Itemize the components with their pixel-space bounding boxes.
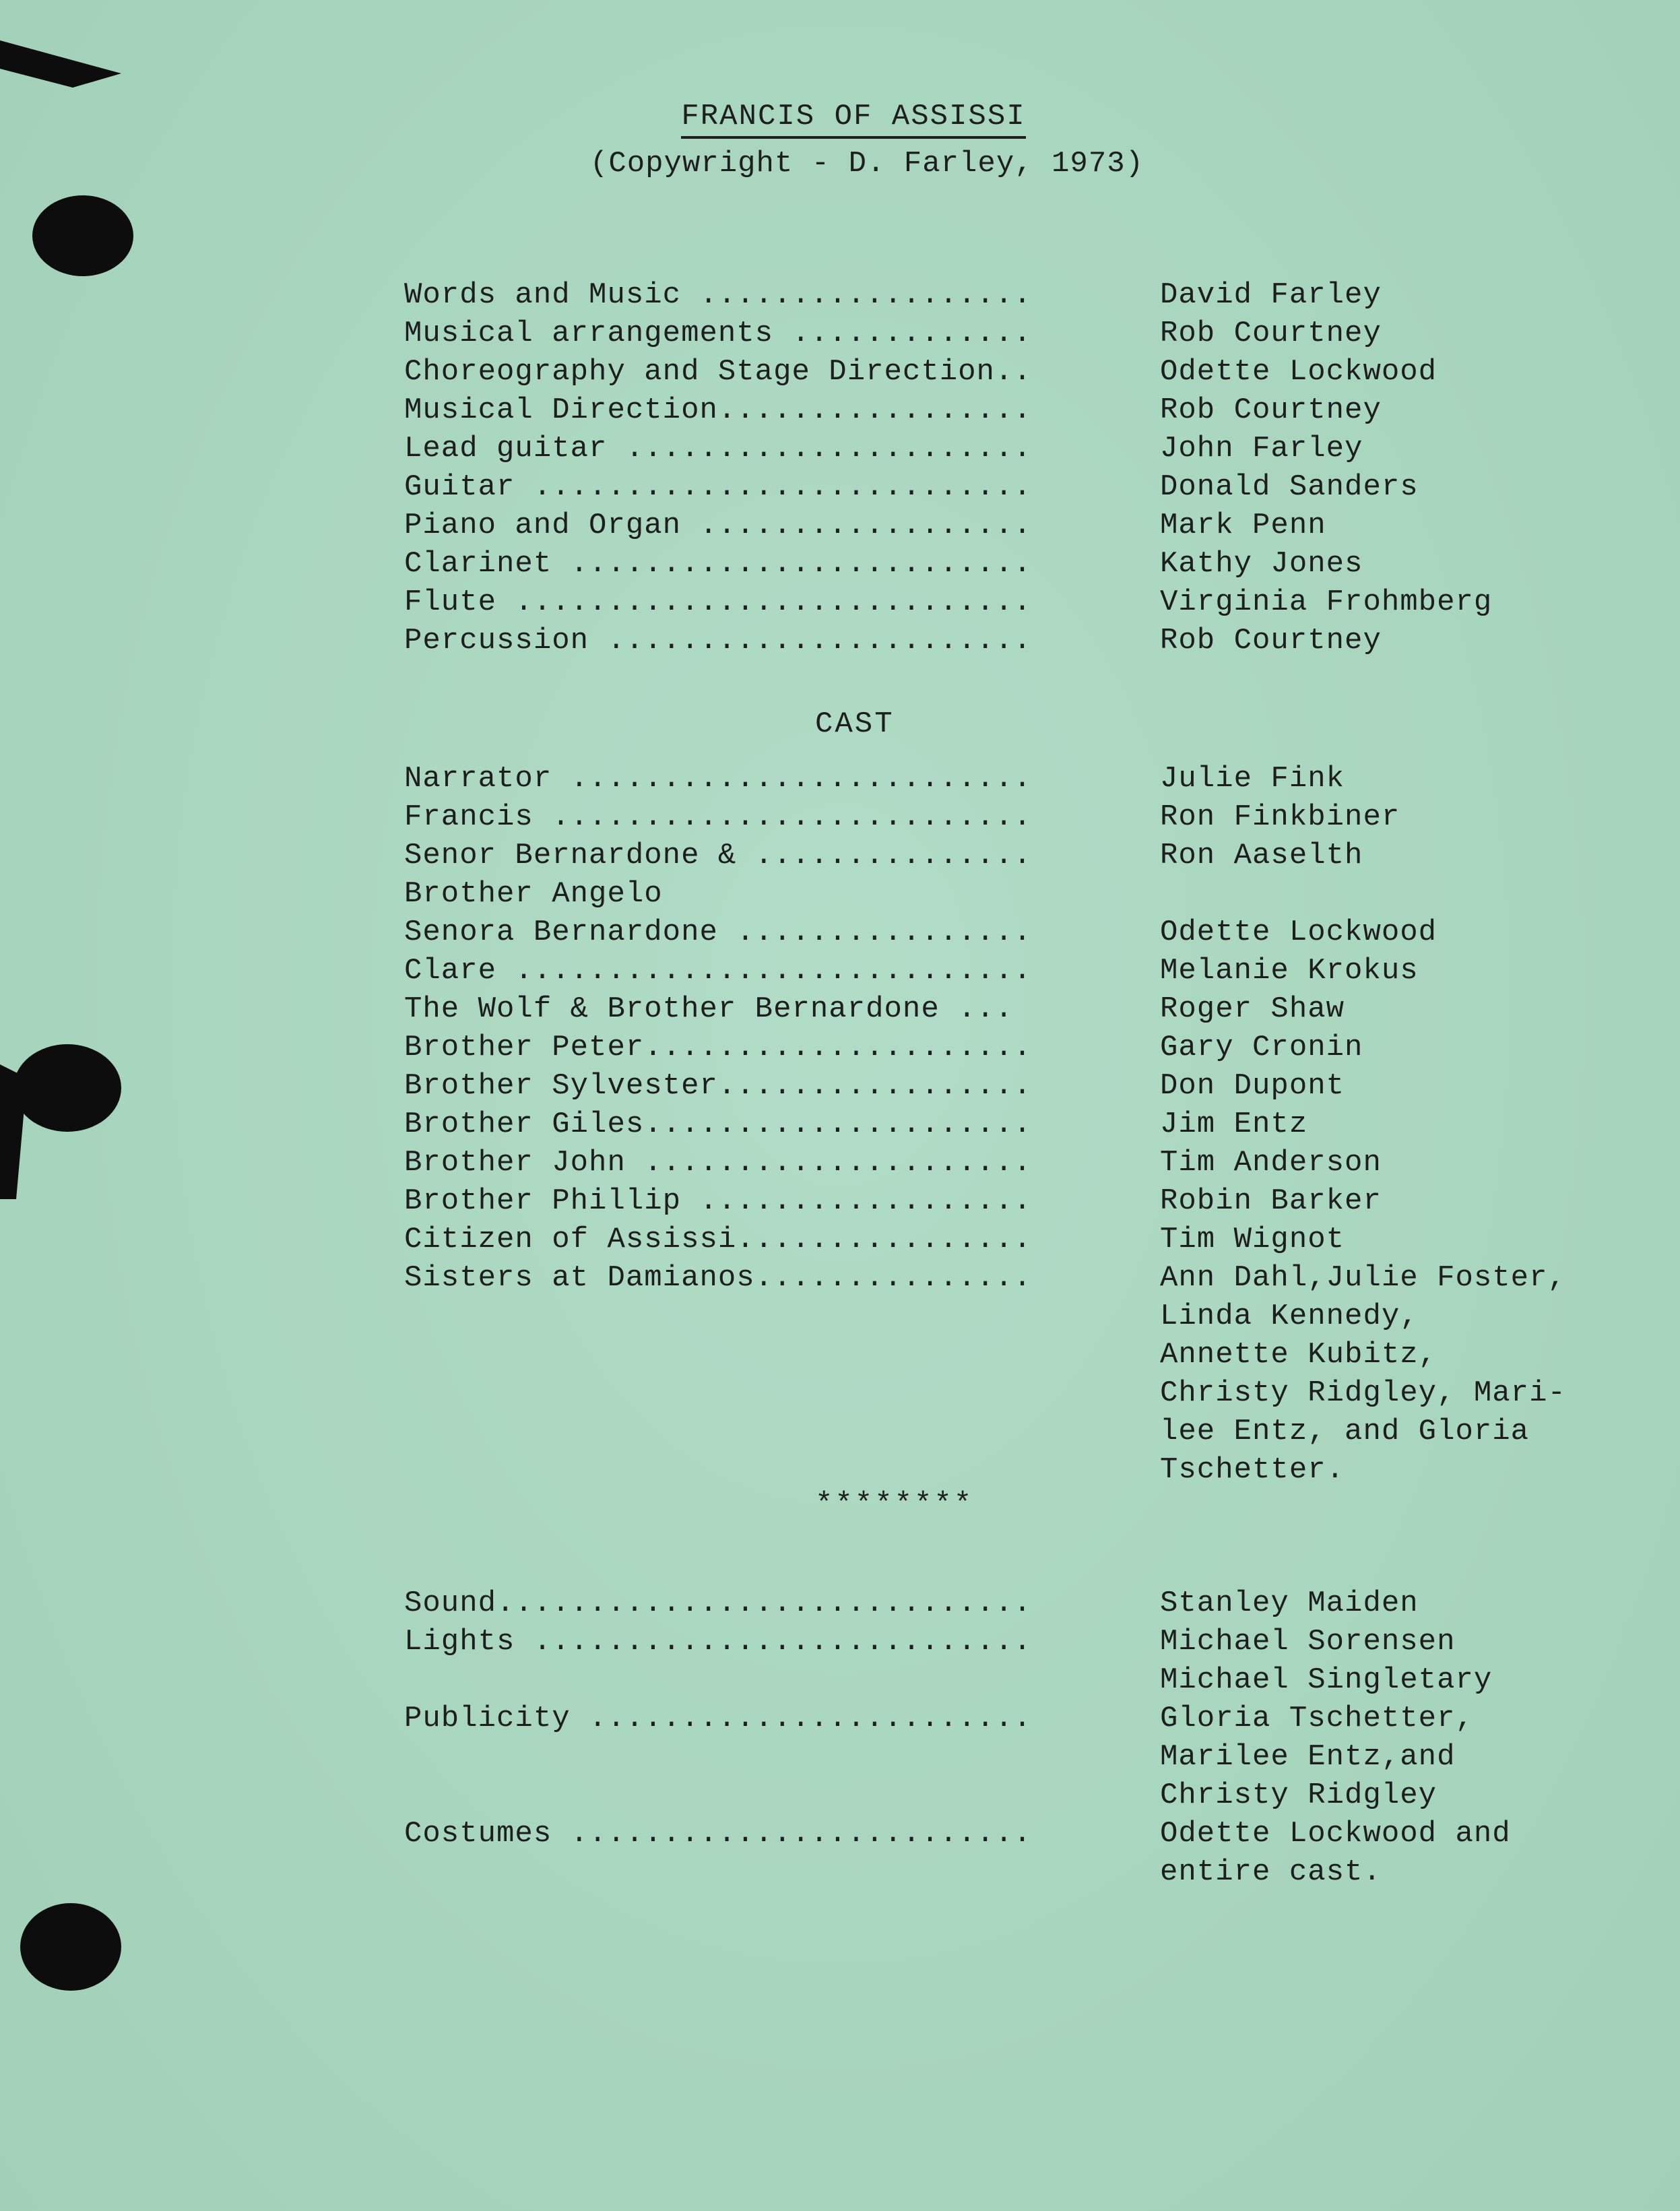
cast-role: Citizen of Assissi................ [404,1223,1032,1256]
cast-row [404,914,1630,952]
credit-row [404,315,1630,353]
credit-name: Rob Courtney [1160,624,1382,658]
credit-row [404,391,1630,430]
cast-name: Robin Barker [1160,1184,1382,1218]
credit-row [404,430,1630,468]
cast-row [404,798,1630,837]
binder-hole-top [32,195,133,276]
credit-name: Mark Penn [1160,509,1326,542]
cast-role: Francis .......................... [404,800,1032,834]
cast-role: Brother Angelo [404,877,663,911]
credit-name: Donald Sanders [1160,470,1419,504]
copyright-line: (Copywright - D. Farley, 1973) [589,147,1144,181]
cast-heading: CAST [815,707,895,741]
cast-name: Roger Shaw [1160,992,1345,1026]
cast-role: Senora Bernardone ................ [404,916,1032,949]
cast-name: Odette Lockwood [1160,916,1437,949]
cast-row [404,1106,1630,1144]
crew-name: Gloria Tschetter, Marilee Entz,and Christy Ridgley [1160,1702,1474,1812]
credit-role: Choreography and Stage Direction.. [404,355,1032,389]
credit-name: David Farley [1160,278,1382,312]
cast-role: Narrator ......................... [404,762,1032,796]
title-block [0,100,1680,181]
cast-role: Brother John ..................... [404,1146,1032,1180]
binder-tear-middle [0,1064,27,1199]
credit-role: Flute ............................ [404,585,1032,619]
crew-name: Michael Sorensen Michael Singletary [1160,1625,1493,1697]
cast-role: Senor Bernardone & ............... [404,839,1032,872]
crew-role: Publicity ........................ [404,1702,1032,1735]
section-divider: ******** [815,1487,974,1521]
cast-name: Don Dupont [1160,1069,1345,1103]
credit-row [404,353,1630,391]
credit-role: Guitar ........................... [404,470,1032,504]
cast-role: Brother Giles..................... [404,1108,1032,1141]
credit-name: John Farley [1160,432,1363,466]
cast-row [404,1259,1630,1489]
program-title: FRANCIS OF ASSISSI [681,100,1025,139]
crew-role: Costumes ......................... [404,1817,1032,1851]
crew-row [404,1584,1630,1623]
torn-corner [0,40,121,88]
credit-role: Musical arrangements ............. [404,317,1032,350]
cast-name: Tim Anderson [1160,1146,1382,1180]
cast-row [404,837,1630,875]
cast-name: Gary Cronin [1160,1031,1363,1064]
credit-role: Musical Direction................. [404,393,1032,427]
cast-name: Ron Finkbiner [1160,800,1400,834]
crew-name: Stanley Maiden [1160,1587,1419,1620]
cast-role: Brother Peter..................... [404,1031,1032,1064]
cast-name: Tim Wignot [1160,1223,1345,1256]
binder-hole-bottom [20,1903,121,1991]
credit-role: Lead guitar ...................... [404,432,1032,466]
credit-role: Piano and Organ .................. [404,509,1032,542]
credit-name: Virginia Frohmberg [1160,585,1493,619]
crew-row [404,1815,1630,1892]
credit-name: Rob Courtney [1160,393,1382,427]
binder-hole-middle [13,1044,121,1132]
cast-row [404,760,1630,798]
cast-role: The Wolf & Brother Bernardone ... [404,992,1014,1026]
crew-role: Lights ........................... [404,1625,1032,1659]
cast-row [404,952,1630,990]
cast-row [404,1067,1630,1106]
credit-role: Words and Music .................. [404,278,1032,312]
credit-row [404,507,1630,545]
cast-name: Julie Fink [1160,762,1345,796]
cast-list [404,760,1630,1489]
credit-role: Clarinet ......................... [404,547,1032,581]
cast-row [404,1029,1630,1067]
cast-role: Brother Sylvester................. [404,1069,1032,1103]
cast-name: Ron Aaselth [1160,839,1363,872]
cast-role: Brother Phillip .................. [404,1184,1032,1218]
credit-name: Kathy Jones [1160,547,1363,581]
cast-row [404,990,1630,1029]
cast-role: Sisters at Damianos............... [404,1261,1032,1295]
credit-row [404,583,1630,622]
credit-name: Rob Courtney [1160,317,1382,350]
production-credits [404,276,1630,660]
cast-name: Melanie Krokus [1160,954,1419,988]
crew-row [404,1700,1630,1815]
cast-row [404,875,1630,914]
crew-name: Odette Lockwood and entire cast. [1160,1817,1511,1889]
cast-name: Jim Entz [1160,1108,1308,1141]
cast-row [404,1221,1630,1259]
cast-row [404,1144,1630,1182]
crew-row [404,1623,1630,1700]
credit-row [404,468,1630,507]
credit-row [404,276,1630,315]
credit-row [404,622,1630,660]
credit-row [404,545,1630,583]
credit-name: Odette Lockwood [1160,355,1437,389]
credit-role: Percussion ....................... [404,624,1032,658]
crew-role: Sound............................. [404,1587,1032,1620]
cast-name: Ann Dahl,Julie Foster, Linda Kennedy, Annette Kubitz, Christy Ridgley, Mari- lee Entz, and Gloria Tschetter. [1160,1261,1566,1487]
cast-role: Clare ............................ [404,954,1032,988]
cast-row [404,1182,1630,1221]
crew-list [404,1584,1630,1892]
